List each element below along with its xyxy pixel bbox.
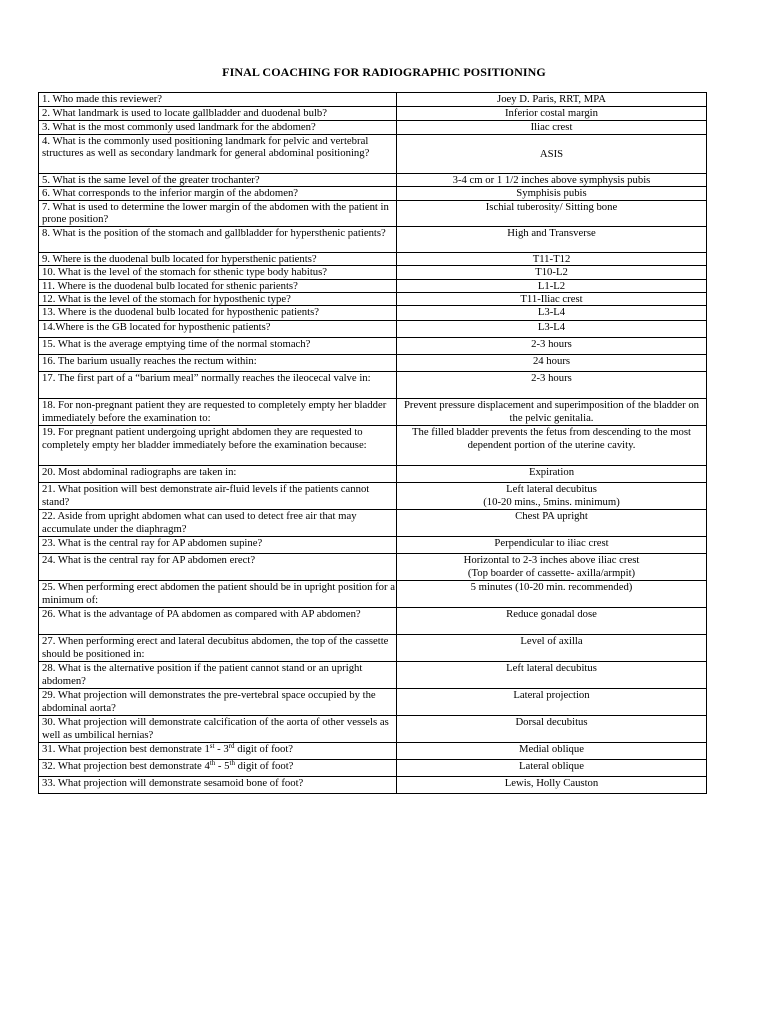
question-cell: 26. What is the advantage of PA abdomen as compared with AP abdomen? <box>39 608 397 635</box>
answer-cell: Expiration <box>397 466 707 483</box>
table-row <box>39 293 707 306</box>
question-cell: 29. What projection will demonstrates the pre-vertebral space occupied by the abdominal aorta? <box>39 689 397 716</box>
table-row <box>39 187 707 200</box>
question-cell: 4. What is the commonly used positioning landmark for pelvic and vertebral structures as well as secondary landmark for general abdominal positioning? <box>39 135 397 174</box>
table-row <box>39 777 707 794</box>
table-row <box>39 338 707 355</box>
question-cell: 8. What is the position of the stomach and gallbladder for hypersthenic patients? <box>39 226 397 252</box>
question-cell: 18. For non-pregnant patient they are requested to completely empty her bladder immediately before the examination to: <box>39 399 397 426</box>
answer-cell: Inferior costal margin <box>397 107 707 121</box>
answer-cell: L3-L4 <box>397 321 707 338</box>
question-cell: 3. What is the most commonly used landmark for the abdomen? <box>39 121 397 135</box>
answer-cell: Ischial tuberosity/ Sitting bone <box>397 200 707 226</box>
answer-cell: 2-3 hours <box>397 372 707 399</box>
answer-line: Left lateral decubitus <box>506 483 597 496</box>
table-row <box>39 135 707 174</box>
table-row <box>39 537 707 554</box>
table-row <box>39 266 707 279</box>
question-cell: 27. When performing erect and lateral decubitus abdomen, the top of the cassette should be positioned in: <box>39 635 397 662</box>
table-row <box>39 689 707 716</box>
answer-cell: L3-L4 <box>397 306 707 321</box>
table-row <box>39 760 707 777</box>
table-row <box>39 279 707 292</box>
table-row <box>39 608 707 635</box>
question-cell: 21. What position will best demonstrate air-fluid levels if the patients cannot stand? <box>39 483 397 510</box>
question-cell: 13. Where is the duodenal bulb located for hyposthenic patients? <box>39 306 397 321</box>
table-row <box>39 174 707 187</box>
answer-line: (Top boarder of cassette- axilla/armpit) <box>467 566 636 579</box>
question-cell: 22. Aside from upright abdomen what can used to detect free air that may accumulate under the diaphragm? <box>39 510 397 537</box>
answer-cell: ASIS <box>397 135 707 174</box>
answer-cell: Perpendicular to iliac crest <box>397 537 707 554</box>
question-cell: 28. What is the alternative position if the patient cannot stand or an upright abdomen? <box>39 662 397 689</box>
answer-cell: T10-L2 <box>397 266 707 279</box>
question-cell: 12. What is the level of the stomach for hyposthenic type? <box>39 293 397 306</box>
question-cell: 19. For pregnant patient undergoing upright abdomen they are requested to completely empty her bladder immediately before the examination because: <box>39 426 397 466</box>
question-cell: 17. The first part of a “barium meal” normally reaches the ileocecal valve in: <box>39 372 397 399</box>
question-cell: 7. What is used to determine the lower margin of the abdomen with the patient in prone position? <box>39 200 397 226</box>
table-row <box>39 399 707 426</box>
answer-cell: High and Transverse <box>397 226 707 252</box>
answer-cell: T11-T12 <box>397 252 707 265</box>
answer-cell: 2-3 hours <box>397 338 707 355</box>
table-row <box>39 252 707 265</box>
answer-cell: 3-4 cm or 1 1/2 inches above symphysis pubis <box>397 174 707 187</box>
answer-cell <box>397 554 707 581</box>
table-row <box>39 321 707 338</box>
question-cell: 32. What projection best demonstrate 4th - 5th digit of foot? <box>39 760 397 777</box>
answer-cell: Dorsal decubitus <box>397 716 707 743</box>
qa-table <box>38 92 707 794</box>
answer-cell: Joey D. Paris, RRT, MPA <box>397 93 707 107</box>
question-cell: 33. What projection will demonstrate sesamoid bone of foot? <box>39 777 397 794</box>
answer-cell: L1-L2 <box>397 279 707 292</box>
answer-cell: Left lateral decubitus <box>397 662 707 689</box>
table-row <box>39 581 707 608</box>
answer-cell: 24 hours <box>397 355 707 372</box>
question-cell: 9. Where is the duodenal bulb located for hypersthenic patients? <box>39 252 397 265</box>
table-row <box>39 716 707 743</box>
answer-cell: Iliac crest <box>397 121 707 135</box>
answer-line: (10-20 mins., 5mins. minimum) <box>483 495 620 508</box>
answer-cell: Lewis, Holly Causton <box>397 777 707 794</box>
question-cell: 30. What projection will demonstrate calcification of the aorta of other vessels as well as umbilical hernias? <box>39 716 397 743</box>
answer-cell: Prevent pressure displacement and superimposition of the bladder on the pelvic genitalia. <box>397 399 707 426</box>
question-cell: 31. What projection best demonstrate 1st - 3rd digit of foot? <box>39 743 397 760</box>
answer-cell: The filled bladder prevents the fetus from descending to the most dependent portion of the uterine cavity. <box>397 426 707 466</box>
table-row <box>39 355 707 372</box>
table-row <box>39 200 707 226</box>
table-row <box>39 107 707 121</box>
table-row <box>39 483 707 510</box>
answer-cell: Chest PA upright <box>397 510 707 537</box>
question-cell: 1. Who made this reviewer? <box>39 93 397 107</box>
question-cell: 25. When performing erect abdomen the patient should be in upright position for a minimum of: <box>39 581 397 608</box>
table-row <box>39 635 707 662</box>
question-cell: 15. What is the average emptying time of the normal stomach? <box>39 338 397 355</box>
answer-cell: Reduce gonadal dose <box>397 608 707 635</box>
table-row <box>39 93 707 107</box>
question-cell: 10. What is the level of the stomach for sthenic type body habitus? <box>39 266 397 279</box>
answer-cell: Lateral oblique <box>397 760 707 777</box>
question-cell: 16. The barium usually reaches the rectum within: <box>39 355 397 372</box>
table-row <box>39 226 707 252</box>
answer-cell: 5 minutes (10-20 min. recommended) <box>397 581 707 608</box>
document-title: FINAL COACHING FOR RADIOGRAPHIC POSITIONING <box>222 65 546 79</box>
table-row <box>39 662 707 689</box>
answer-cell: Level of axilla <box>397 635 707 662</box>
question-cell: 20. Most abdominal radiographs are taken in: <box>39 466 397 483</box>
table-row <box>39 372 707 399</box>
question-cell: 5. What is the same level of the greater trochanter? <box>39 174 397 187</box>
question-cell: 6. What corresponds to the inferior margin of the abdomen? <box>39 187 397 200</box>
answer-cell <box>397 483 707 510</box>
table-row <box>39 510 707 537</box>
question-cell: 24. What is the central ray for AP abdomen erect? <box>39 554 397 581</box>
table-row <box>39 554 707 581</box>
question-cell: 2. What landmark is used to locate gallbladder and duodenal bulb? <box>39 107 397 121</box>
question-cell: 11. Where is the duodenal bulb located for sthenic parients? <box>39 279 397 292</box>
answer-cell: Lateral projection <box>397 689 707 716</box>
answer-cell: T11-Iliac crest <box>397 293 707 306</box>
answer-cell: Symphisis pubis <box>397 187 707 200</box>
table-row <box>39 306 707 321</box>
table-row <box>39 743 707 760</box>
answer-line: Horizontal to 2-3 inches above iliac crest <box>463 554 640 567</box>
table-row <box>39 466 707 483</box>
table-row <box>39 121 707 135</box>
answer-cell: Medial oblique <box>397 743 707 760</box>
question-cell: 14.Where is the GB located for hyposthenic patients? <box>39 321 397 338</box>
table-row <box>39 426 707 466</box>
question-cell: 23. What is the central ray for AP abdomen supine? <box>39 537 397 554</box>
